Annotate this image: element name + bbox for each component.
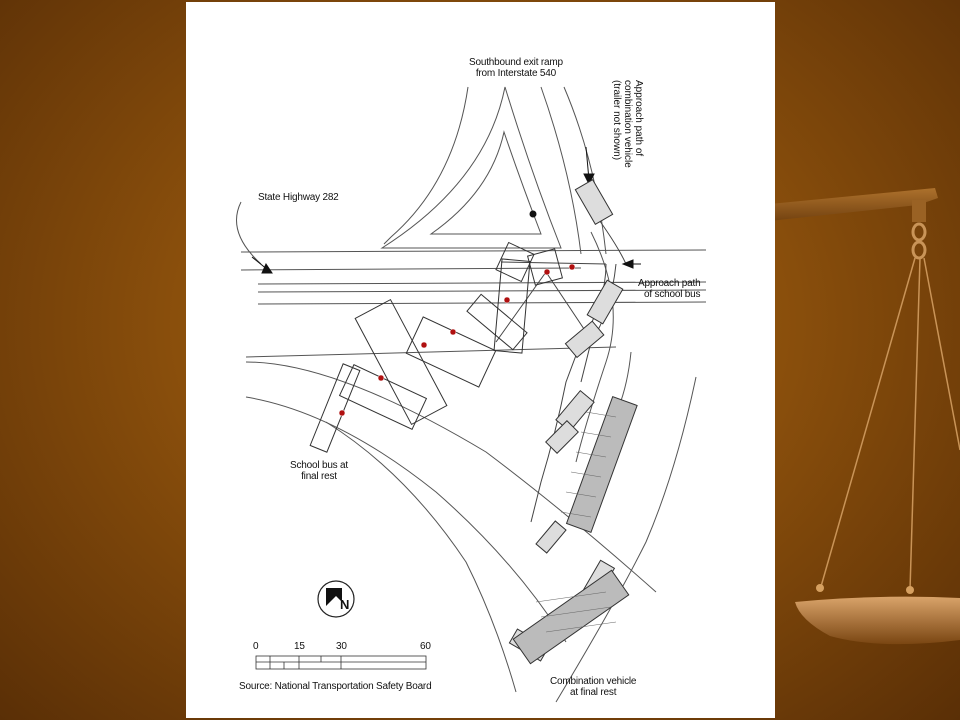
ramp-island [382,87,561,248]
label-combo-final-rest-line2: at final rest [569,687,617,698]
label-combo-final-rest-line1: Combination vehicle [550,676,637,687]
ramp-far-right-edge [564,87,606,254]
label-combo-approach-line1: Approach path of [633,80,644,157]
marker-5 [421,342,427,348]
scale-tick-60: 60 [420,641,431,652]
label-combo-approach-line3: (trailer not shown) [611,80,622,161]
label-combo-final-rest [550,676,636,698]
label-exit-ramp-line1: Southbound exit ramp [469,57,563,68]
label-bus-final-rest-line1: School bus at [290,460,348,471]
marker-3 [504,297,510,303]
label-combo-approach-line2: combination vehicle [622,80,633,168]
scale-bar [256,656,426,669]
accident-diagram-panel [186,2,775,718]
ramp-right-edge [541,87,581,254]
scale-tick-30: 30 [336,641,347,652]
ramp-left-edge [384,87,468,244]
marker-1 [569,264,575,270]
label-state-highway: State Highway 282 [258,192,339,203]
label-combo-approach [611,80,644,168]
scale-tick-0: 0 [253,641,259,652]
label-bus-final-rest [290,460,348,482]
crash-scene-diagram [186,2,775,718]
label-exit-ramp [469,57,563,79]
label-exit-ramp-line2: from Interstate 540 [475,68,556,79]
label-bus-approach-line1: Approach path [638,278,701,289]
source-caption: Source: National Transportation Safety Board [239,681,432,692]
marker-2 [544,269,550,275]
scale-tick-15: 15 [294,641,305,652]
marker-4 [450,329,456,335]
marker-7 [339,410,345,416]
label-bus-final-rest-line2: final rest [301,471,337,482]
label-bus-approach-line2: of school bus [644,289,701,300]
marker-6 [378,375,384,381]
label-bus-approach [638,278,700,300]
north-label: N [340,597,350,612]
